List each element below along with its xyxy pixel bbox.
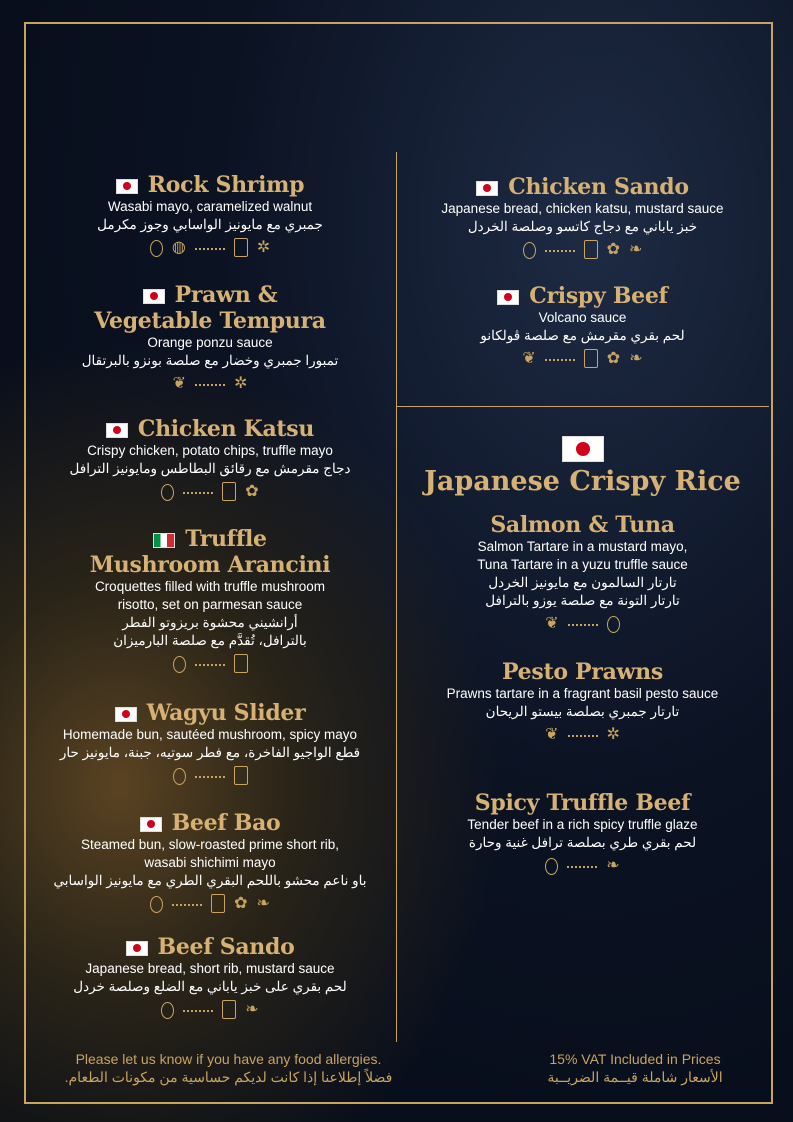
item-description-arabic: لحم بقري مقرمش مع صلصة ڤولكانو [480,328,685,343]
item-description: Salmon Tartare in a mustard mayo, [477,539,688,554]
wheat-icon [568,725,598,737]
menu-item [40,282,380,394]
item-description-arabic: تارتار جمبري بصلصة بيستو الريحان [485,704,680,719]
item-title [40,552,380,578]
sesame-icon: ❧ [629,350,643,367]
item-description-arabic: لحم بقري على خبز ياباني مع الضلع وصلصة خردل [73,979,347,994]
egg-icon [161,484,174,501]
allergen-icons [410,240,755,260]
menu-item [40,526,380,673]
allergy-note-ar: فضلاً إطلاعنا إذا كانت لديكم حساسية من مكونات الطعام. [64,1069,393,1085]
italy-flag-icon [153,533,175,548]
japan-flag-icon [143,289,165,304]
column-divider [396,152,397,1042]
item-description: Croquettes filled with truffle mushroom [94,579,326,594]
item-description-arabic: أرانشيني محشوة بريزوتو الفطر [122,615,298,630]
allergen-icons [40,374,380,394]
item-description: Homemade bun, sautéed mushroom, spicy mayo [62,727,358,742]
milk-icon [234,766,248,785]
soy-icon: ✿ [245,483,259,500]
item-title-text: Truffle [185,526,267,552]
item-description: Japanese bread, chicken katsu, mustard sauce [441,201,724,216]
item-title-text: Pesto Prawns [502,659,663,685]
item-title-text: Wagyu Slider [146,700,306,726]
allergen-icons [40,766,380,785]
item-title-text: Crispy Beef [529,283,668,309]
allergen-icons [410,725,755,745]
menu-item [40,700,380,785]
item-description-arabic: قطع الواجيو الفاخرة، مع فطر سوتيه، جبنة، مايونيز حار [59,745,361,760]
japan-flag-icon [126,941,148,956]
item-title [40,526,380,552]
item-description: Crispy chicken, potato chips, truffle mayo [87,443,333,458]
fish-icon: ❦ [545,615,559,632]
section-title: Japanese Crispy Rice [424,466,741,497]
sesame-icon: ❧ [606,857,620,874]
item-description-arabic: دجاج مقرمش مع رقائق البطاطس ومايونيز الترافل [69,461,351,476]
wheat-icon [545,349,575,361]
item-title-text: Beef Bao [171,810,281,836]
item-title-text: Spicy Truffle Beef [474,790,691,816]
item-title [40,700,380,726]
soy-icon: ✿ [234,895,248,912]
japan-flag-icon [140,817,162,832]
egg-icon [545,858,558,875]
allergy-note-en: Please let us know if you have any food allergies. [75,1051,382,1067]
item-title [410,659,755,685]
egg-icon [173,768,186,785]
fish-icon: ❦ [172,375,186,392]
egg-icon [150,240,163,257]
milk-icon [211,894,225,913]
item-title [410,512,755,538]
allergen-icons [40,894,380,914]
item-title [40,172,380,198]
sesame-icon: ❧ [629,241,643,258]
item-description-arabic: جمبري مع مايونيز الواسابي وجوز مكرمل [97,217,323,232]
allergen-icons [40,1000,380,1020]
menu-item [410,512,755,634]
menu-item [40,810,380,914]
item-title [40,308,380,334]
allergy-note [56,1050,401,1086]
item-title-text: Vegetable Tempura [94,308,326,334]
item-title [410,790,755,816]
item-description: risotto, set on parmesan sauce [117,597,303,612]
item-description: Prawns tartare in a fragrant basil pesto sauce [446,686,719,701]
egg-icon [173,656,186,673]
crab-icon: ✲ [234,375,248,392]
item-title [40,282,380,308]
milk-icon [584,349,598,368]
item-title-text: Chicken Katsu [137,416,315,442]
item-description-arabic: تارتار التونة مع صلصة يوزو بالترافل [485,593,680,608]
item-description: Wasabi mayo, caramelized walnut [107,199,313,214]
fish-icon: ❦ [545,726,559,743]
menu-item [40,416,380,502]
crispy-rice-section-header [410,436,755,497]
item-title-text: Prawn & [174,282,278,308]
japan-flag-icon [115,707,137,722]
egg-icon [161,1002,174,1019]
soy-icon: ✿ [606,241,620,258]
wheat-icon [183,1000,213,1012]
item-description: wasabi shichimi mayo [144,855,276,870]
item-title [410,283,755,309]
sesame-icon: ❧ [245,1001,259,1018]
wheat-icon [195,238,225,250]
allergen-icons [40,654,380,673]
item-description-arabic: تمبورا جمبري وخضار مع صلصة بونزو بالبرتقال [81,353,339,368]
allergen-icons [410,349,755,369]
milk-icon [222,482,236,501]
shellfish-icon: ◍ [171,239,186,256]
japan-flag-icon [106,423,128,438]
wheat-icon [568,614,598,626]
japan-flag-icon [562,436,604,462]
item-description-arabic: خبز ياباني مع دجاج كاتسو وصلصة الخردل [467,219,698,234]
wheat-icon [183,482,213,494]
allergen-icons [40,482,380,502]
crab-icon: ✲ [256,239,271,256]
wheat-icon [195,766,225,778]
item-description: Steamed bun, slow-roasted prime short rib, [80,837,340,852]
item-title [40,416,380,442]
wheat-icon [567,856,597,868]
item-description-arabic: بالترافل، تُقدَّم مع صلصة البارميزان [113,633,307,648]
allergen-icons [40,238,380,258]
menu-item [410,283,755,369]
item-description: Orange ponzu sauce [147,335,273,350]
menu-item [40,934,380,1020]
wheat-icon [545,240,575,252]
item-title [410,174,755,200]
item-description-arabic: باو ناعم محشو باللحم البقري الطري مع مايونيز الواسابي [53,873,367,888]
menu-item [410,659,755,745]
vat-note-en: 15% VAT Included in Prices [549,1051,721,1067]
menu-item [410,174,755,260]
item-title [40,934,380,960]
wheat-icon [195,654,225,666]
item-title-text: Chicken Sando [508,174,689,200]
milk-icon [234,654,248,673]
allergen-icons [410,614,755,634]
egg-icon [150,896,163,913]
soy-icon: ✿ [606,350,621,367]
milk-icon [234,238,248,257]
menu-item [40,172,380,258]
milk-icon [584,240,598,259]
item-description: Tuna Tartare in a yuzu truffle sauce [477,557,688,572]
vat-note-ar: الأسعار شاملة قيــمة الضريــبة [547,1069,723,1085]
sesame-icon: ❧ [256,895,270,912]
japan-flag-icon [476,181,498,196]
item-title-text: Salmon & Tuna [490,512,675,538]
wheat-icon [172,894,202,906]
item-description: Volcano sauce [538,310,627,325]
fish-icon: ❦ [522,350,536,367]
vat-note [520,1050,750,1086]
egg-icon [523,242,536,259]
allergen-icons [410,856,755,876]
japan-flag-icon [116,179,138,194]
item-title [40,810,380,836]
egg-icon [607,616,620,633]
item-title-text: Mushroom Arancini [89,552,331,578]
japan-flag-icon [497,290,519,305]
section-divider [397,406,769,407]
item-title-text: Rock Shrimp [147,172,305,198]
item-description: Tender beef in a rich spicy truffle glaze [467,817,698,832]
item-description-arabic: تارتار السالمون مع مايونيز الخردل [488,575,677,590]
milk-icon [222,1000,236,1019]
item-description-arabic: لحم بقري طري بصلصة ترافل غنية وحارة [468,835,697,850]
wheat-icon [195,374,225,386]
crab-icon: ✲ [606,726,620,743]
item-description: Japanese bread, short rib, mustard sauce [85,961,335,976]
item-title-text: Beef Sando [157,934,295,960]
menu-item [410,790,755,876]
